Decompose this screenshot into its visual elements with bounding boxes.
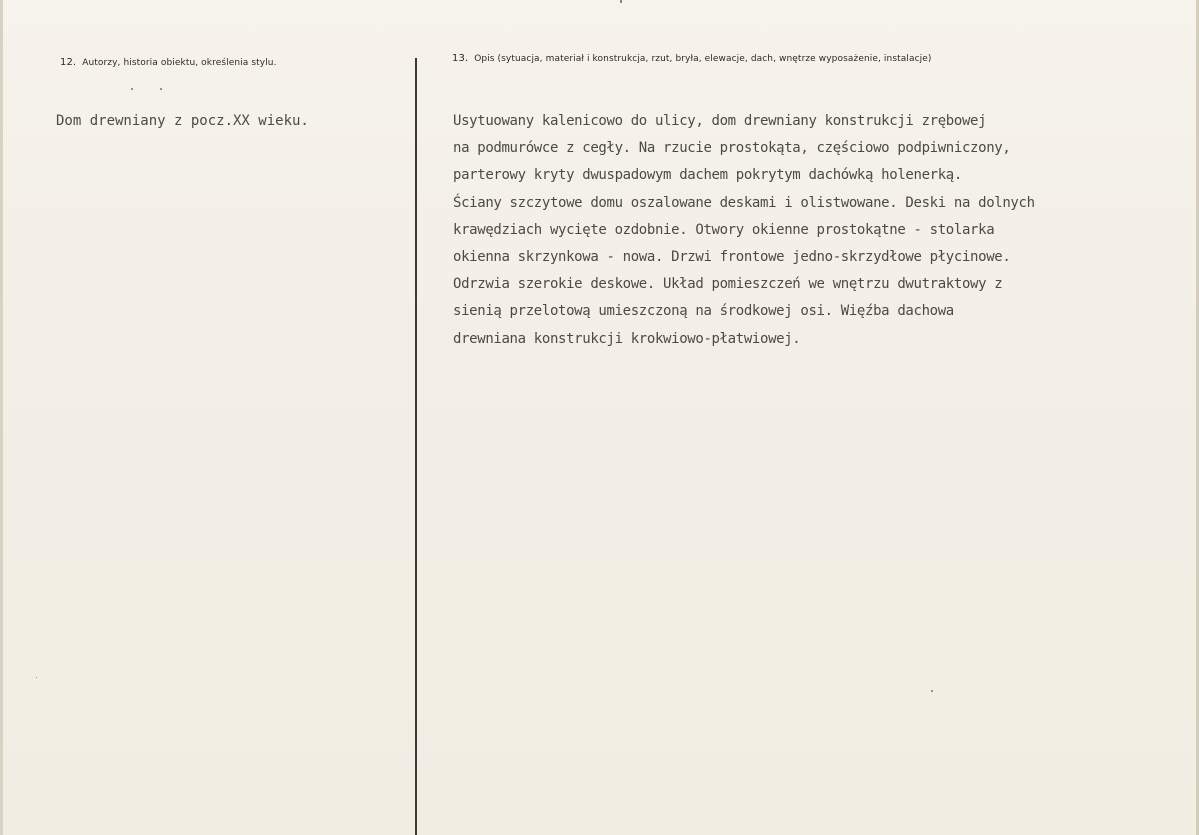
field-13-label: Opis (sytuacja, materiał i konstrukcja, rzut, bryła, elewacje, dach, wnętrze wyposażenie, instalacje) [474, 54, 932, 64]
paper-speck [36, 677, 37, 678]
field-12-label: Autorzy, historia obiektu, określenia stylu. [82, 58, 277, 68]
paper-speck [931, 690, 933, 692]
description-line: sienią przelotową umieszczoną na środkowej osi. Więźba dachowa [453, 303, 954, 320]
description-line: drewniana konstrukcji krokwiowo-płatwiowej. [453, 330, 801, 347]
field-12-header [60, 57, 277, 68]
column-divider [415, 58, 417, 835]
description-line: okienna skrzynkowa - nowa. Drzwi frontowe jedno-skrzydłowe płycinowe. [453, 248, 1011, 265]
field-12-content: Dom drewniany z pocz.XX wieku. [56, 113, 309, 129]
field-13-header [452, 53, 931, 64]
paper-speck [620, 0, 622, 3]
description-line: Ściany szczytowe domu oszalowane deskami i olistwowane. Deski na dolnych [453, 194, 1035, 211]
description-line: krawędziach wycięte ozdobnie. Otwory okienne prostokątne - stolarka [453, 221, 995, 238]
field-12-number: 12. [60, 57, 77, 68]
field-13-number: 13. [452, 53, 469, 64]
description-line: Odrzwia szerokie deskowe. Układ pomieszczeń we wnętrzu dwutraktowy z [453, 276, 1003, 293]
paper-speck [131, 88, 133, 90]
description-line: Usytuowany kalenicowo do ulicy, dom drewniany konstrukcji zrębowej [453, 113, 987, 129]
page-edge-left [0, 0, 3, 835]
description-line: na podmurówce z cegły. Na rzucie prostokąta, częściowo podpiwniczony, [453, 140, 1011, 157]
paper-speck [160, 88, 162, 90]
description-line: parterowy kryty dwuspadowym dachem pokrytym dachówką holenerką. [453, 167, 962, 184]
field-13-content [453, 108, 1035, 353]
